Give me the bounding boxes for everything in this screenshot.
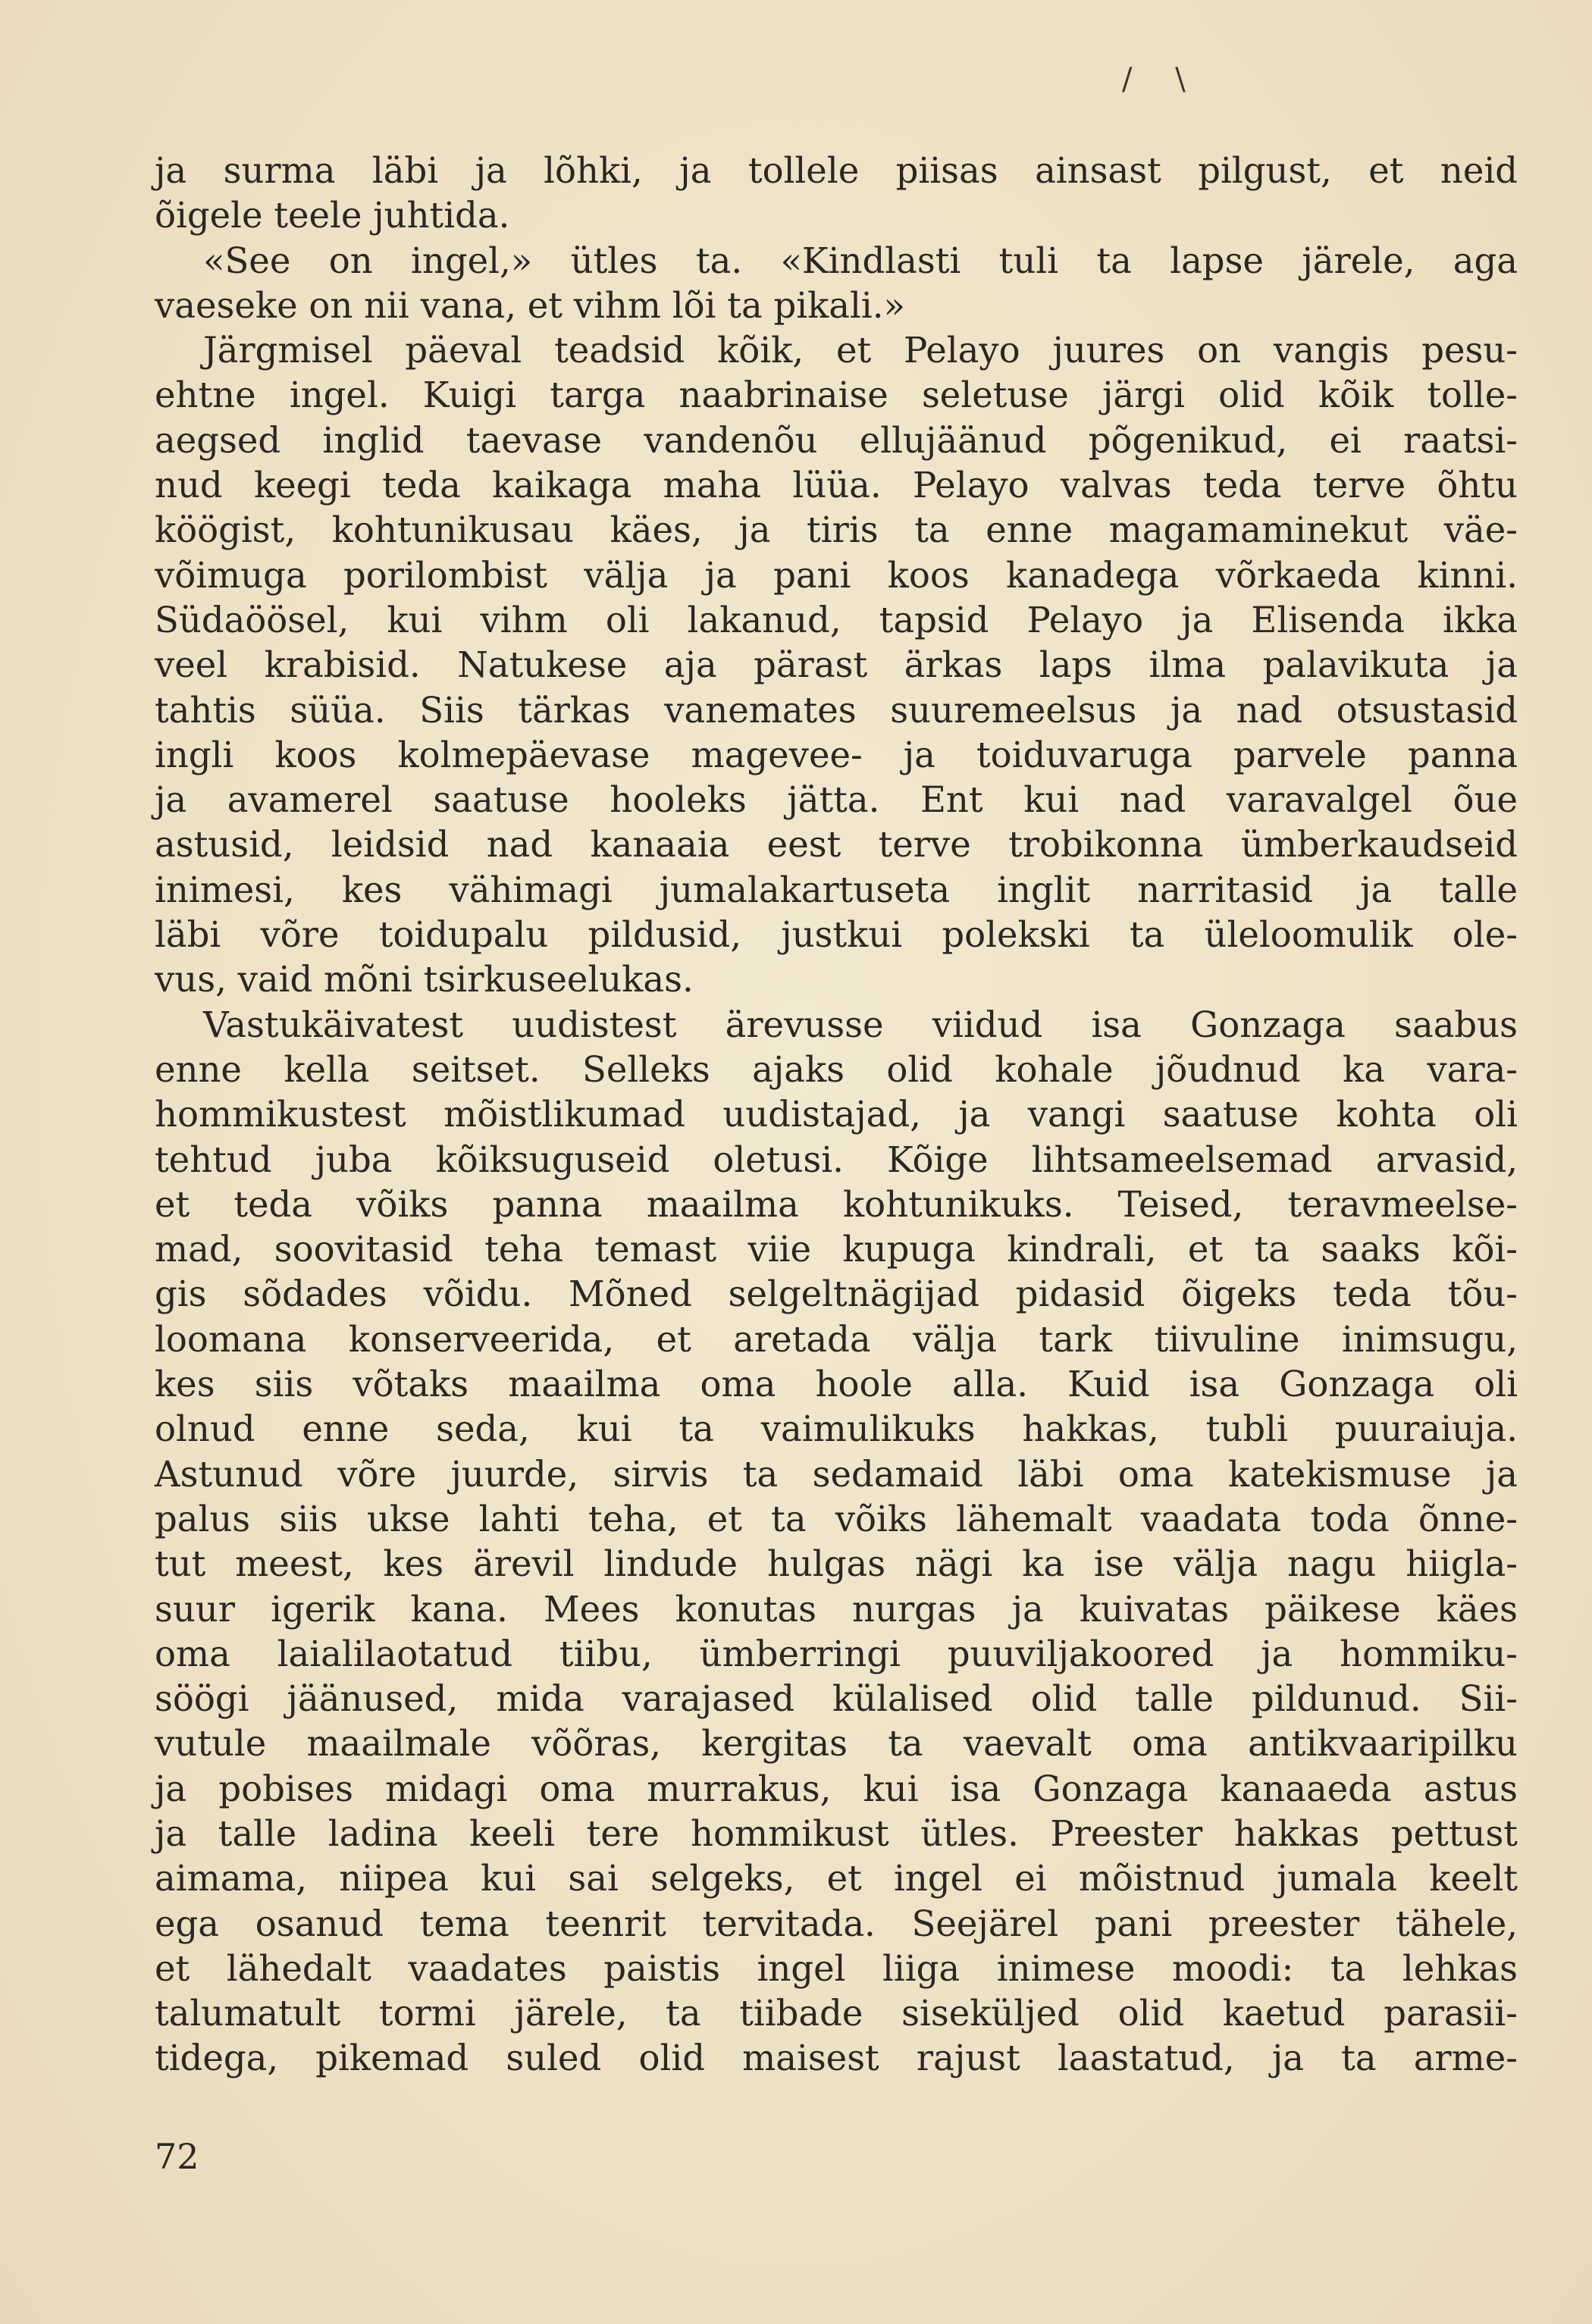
text-line: õigele teele juhtida.	[155, 195, 510, 236]
text-line: astusid, leidsid nad kanaaia eest terve trobikonna ümberkaudseid	[155, 824, 1518, 866]
header-mark: / \	[1122, 62, 1202, 97]
text-line: ja avamerel saatuse hooleks jätta. Ent kui nad varavalgel õue	[155, 779, 1518, 821]
text-line: «See on ingel,» ütles ta. «Kindlasti tuli ta lapse järele, aga	[203, 240, 1518, 281]
text-line: Astunud võre juurde, sirvis ta sedamaid läbi oma katekismuse ja	[155, 1453, 1518, 1495]
text-line: tidega, pikemad suled olid maisest rajust laastatud, ja ta arme-	[155, 2037, 1518, 2079]
text-line: tahtis süüa. Siis tärkas vanemates suuremeelsus ja nad otsustasid	[155, 689, 1518, 731]
text-line: inimesi, kes vähimagi jumalakartuseta inglit narritasid ja talle	[155, 869, 1518, 910]
text-line: ehtne ingel. Kuigi targa naabrinaise seletuse järgi olid kõik tolle-	[155, 374, 1518, 416]
text-line: gis sõdades võidu. Mõned selgeltnägijad pidasid õigeks teda tõu-	[155, 1273, 1518, 1315]
text-line: ja talle ladina keeli tere hommikust ütles. Preester hakkas pettust	[155, 1812, 1518, 1854]
text-line: talumatult tormi järele, ta tiibade siseküljed olid kaetud parasii-	[155, 1993, 1518, 2034]
text-line: kes siis võtaks maailma oma hoole alla. Kuid isa Gonzaga oli	[155, 1364, 1518, 1405]
text-line: Vastukäivatest uudistest ärevusse viidud isa Gonzaga saabus	[203, 1004, 1518, 1045]
text-line: palus siis ukse lahti teha, et ta võiks lähemalt vaadata toda õnne-	[155, 1498, 1518, 1539]
text-line: Südaöösel, kui vihm oli lakanud, tapsid Pelayo ja Elisenda ikka	[155, 599, 1518, 641]
text-line: ega osanud tema teenrit tervitada. Seejärel pani preester tähele,	[155, 1903, 1518, 1944]
text-line: söögi jäänused, mida varajased külalised olid talle pildunud. Sii-	[155, 1678, 1518, 1720]
text-line: köögist, kohtunikusau käes, ja tiris ta enne magamaminekut väe-	[155, 509, 1518, 551]
text-line: suur igerik kana. Mees konutas nurgas ja kuivatas päikese käes	[155, 1588, 1518, 1630]
text-line: vutule maailmale võõras, kergitas ta vaevalt oma antikvaaripilku	[155, 1723, 1518, 1765]
text-line: hommikustest mõistlikumad uudistajad, ja vangi saatuse kohta oli	[155, 1094, 1518, 1135]
text-line: ja surma läbi ja lõhki, ja tollele piisas ainsast pilgust, et neid	[155, 150, 1518, 191]
text-line: aegsed inglid taevase vandenõu ellujäänud põgenikud, ei raatsi-	[155, 419, 1518, 461]
text-line: veel krabisid. Natukese aja pärast ärkas laps ilma palavikuta ja	[155, 644, 1518, 686]
text-line: ja pobises midagi oma murrakus, kui isa Gonzaga kanaaeda astus	[155, 1768, 1518, 1809]
text-line: vus, vaid mõni tsirkuseelukas.	[155, 959, 694, 1001]
body-text	[155, 149, 1518, 2081]
text-line: enne kella seitset. Selleks ajaks olid kohale jõudnud ka vara-	[155, 1048, 1518, 1090]
text-line: aimama, niipea kui sai selgeks, et ingel ei mõistnud jumala keelt	[155, 1858, 1518, 1900]
text-line: nud keegi teda kaikaga maha lüüa. Pelayo valvas teda terve õhtu	[155, 465, 1518, 506]
text-line: võimuga porilombist välja ja pani koos kanadega võrkaeda kinni.	[155, 554, 1518, 596]
text-line: olnud enne seda, kui ta vaimulikuks hakkas, tubli puuraiuja.	[155, 1408, 1518, 1450]
text-line: Järgmisel päeval teadsid kõik, et Pelayo juures on vangis pesu-	[203, 330, 1518, 371]
text-line: läbi võre toidupalu pildusid, justkui polekski ta üleloomulik ole-	[155, 914, 1518, 956]
text-line: tut meest, kes ärevil lindude hulgas nägi ka ise välja nagu hiigla-	[155, 1543, 1518, 1585]
text-line: tehtud juba kõiksuguseid oletusi. Kõige lihtsameelsemad arvasid,	[155, 1139, 1518, 1180]
text-line: et lähedalt vaadates paistis ingel liiga inimese moodi: ta lehkas	[155, 1947, 1518, 1989]
text-line: loomana konserveerida, et aretada välja tark tiivuline inimsugu,	[155, 1318, 1518, 1360]
page-number: 72	[155, 2136, 199, 2177]
text-line: oma laialilaotatud tiibu, ümberringi puuviljakoored ja hommiku-	[155, 1633, 1518, 1674]
text-line: vaeseke on nii vana, et vihm lõi ta pikali.»	[155, 284, 905, 326]
text-line: ingli koos kolmepäevase magevee- ja toiduvaruga parvele panna	[155, 734, 1518, 775]
text-line: et teda võiks panna maailma kohtunikuks. Teised, teravmeelse-	[155, 1183, 1518, 1225]
text-line: mad, soovitasid teha temast viie kupuga kindrali, et ta saaks kõi-	[155, 1229, 1518, 1270]
